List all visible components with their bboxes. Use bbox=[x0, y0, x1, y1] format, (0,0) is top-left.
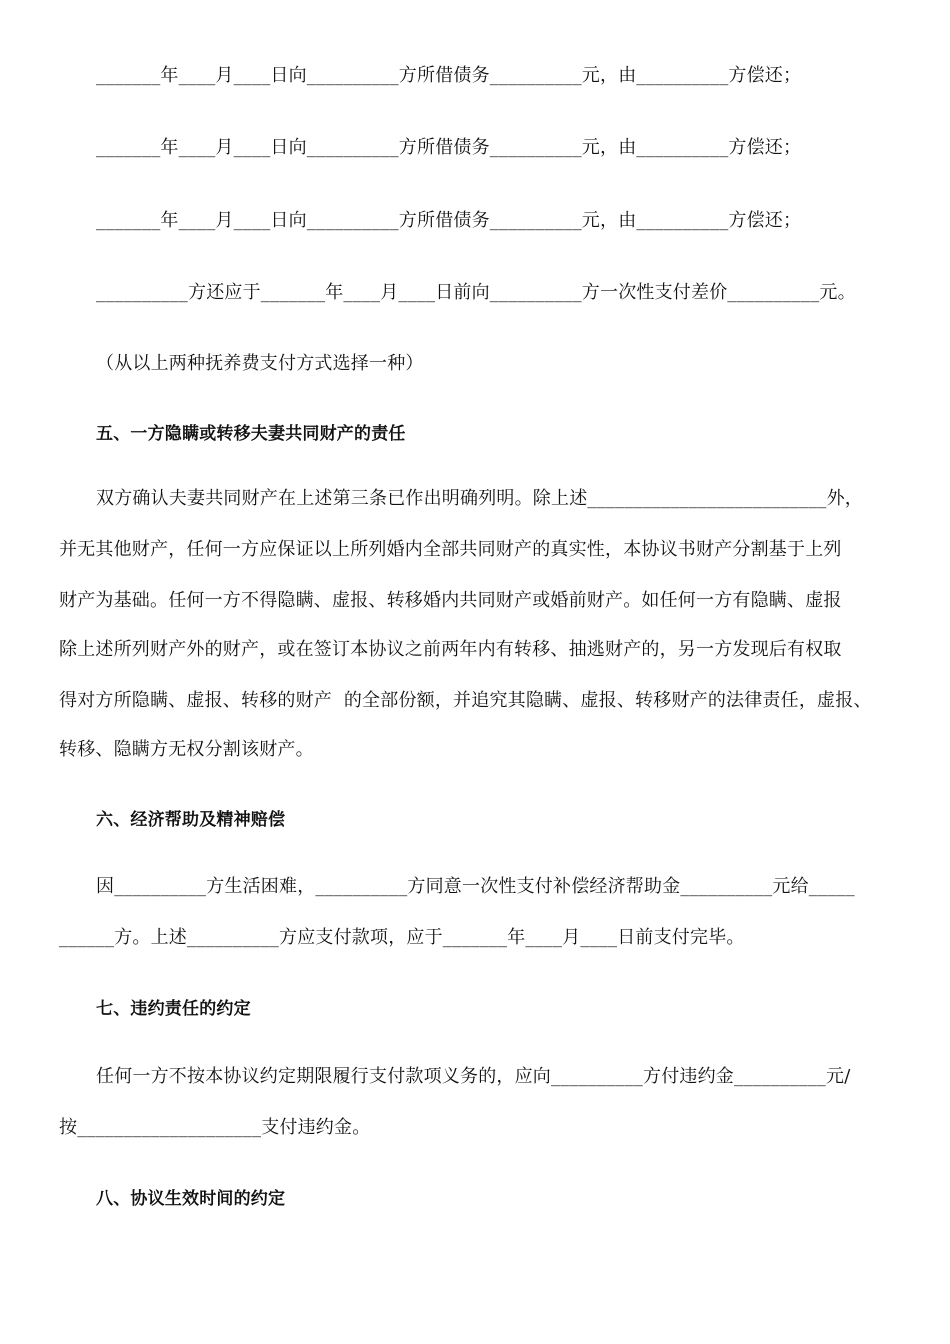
debt-line-3: _______年____月____日向__________方所借债务__________元，由__________方偿还； bbox=[96, 210, 802, 231]
section6-line-1: 因__________方生活困难，__________方同意一次性支付补偿经济帮助金__________元给_____ bbox=[96, 876, 855, 897]
debt-line-1: _______年____月____日向__________方所借债务__________元，由__________方偿还； bbox=[96, 65, 802, 86]
section5-line-4: 除上述所列财产外的财产，或在签订本协议之前两年内有转移、抽逃财产的，另一方发现后有权取 bbox=[59, 639, 842, 660]
section8-heading: 八、协议生效时间的约定 bbox=[96, 1189, 286, 1209]
section5-line-6: 转移、隐瞒方无权分割该财产。 bbox=[59, 739, 314, 760]
debt-line-2: _______年____月____日向__________方所借债务__________元，由__________方偿还； bbox=[96, 137, 802, 158]
section5-line-5: 得对方所隐瞒、虚报、转移的财产 的全部份额，并追究其隐瞒、虚报、转移财产的法律责任，虚报、 bbox=[59, 690, 872, 711]
section5-heading: 五、一方隐瞒或转移夫妻共同财产的责任 bbox=[96, 424, 406, 444]
section7-heading: 七、违约责任的约定 bbox=[96, 999, 251, 1019]
section7-line-2: 按____________________支付违约金。 bbox=[59, 1117, 371, 1138]
payment-line: __________方还应于_______年____月____日前向__________方一次性支付差价__________元。 bbox=[96, 282, 856, 303]
section7-line-1: 任何一方不按本协议约定期限履行支付款项义务的，应向__________方付违约金__________元/ bbox=[96, 1066, 851, 1087]
choice-note: （从以上两种抚养费支付方式选择一种） bbox=[96, 353, 424, 374]
section5-line-2: 并无其他财产，任何一方应保证以上所列婚内全部共同财产的真实性，本协议书财产分割基于上列 bbox=[59, 539, 842, 560]
section5-line-3: 财产为基础。任何一方不得隐瞒、虚报、转移婚内共同财产或婚前财产。如任何一方有隐瞒、虚报 bbox=[59, 590, 842, 611]
section6-line-2: ______方。上述__________方应支付款项，应于_______年____月____日前支付完毕。 bbox=[59, 927, 745, 948]
section5-line-1: 双方确认夫妻共同财产在上述第三条已作出明确列明。除上述__________________________外， bbox=[96, 488, 863, 509]
section6-heading: 六、经济帮助及精神赔偿 bbox=[96, 810, 286, 830]
